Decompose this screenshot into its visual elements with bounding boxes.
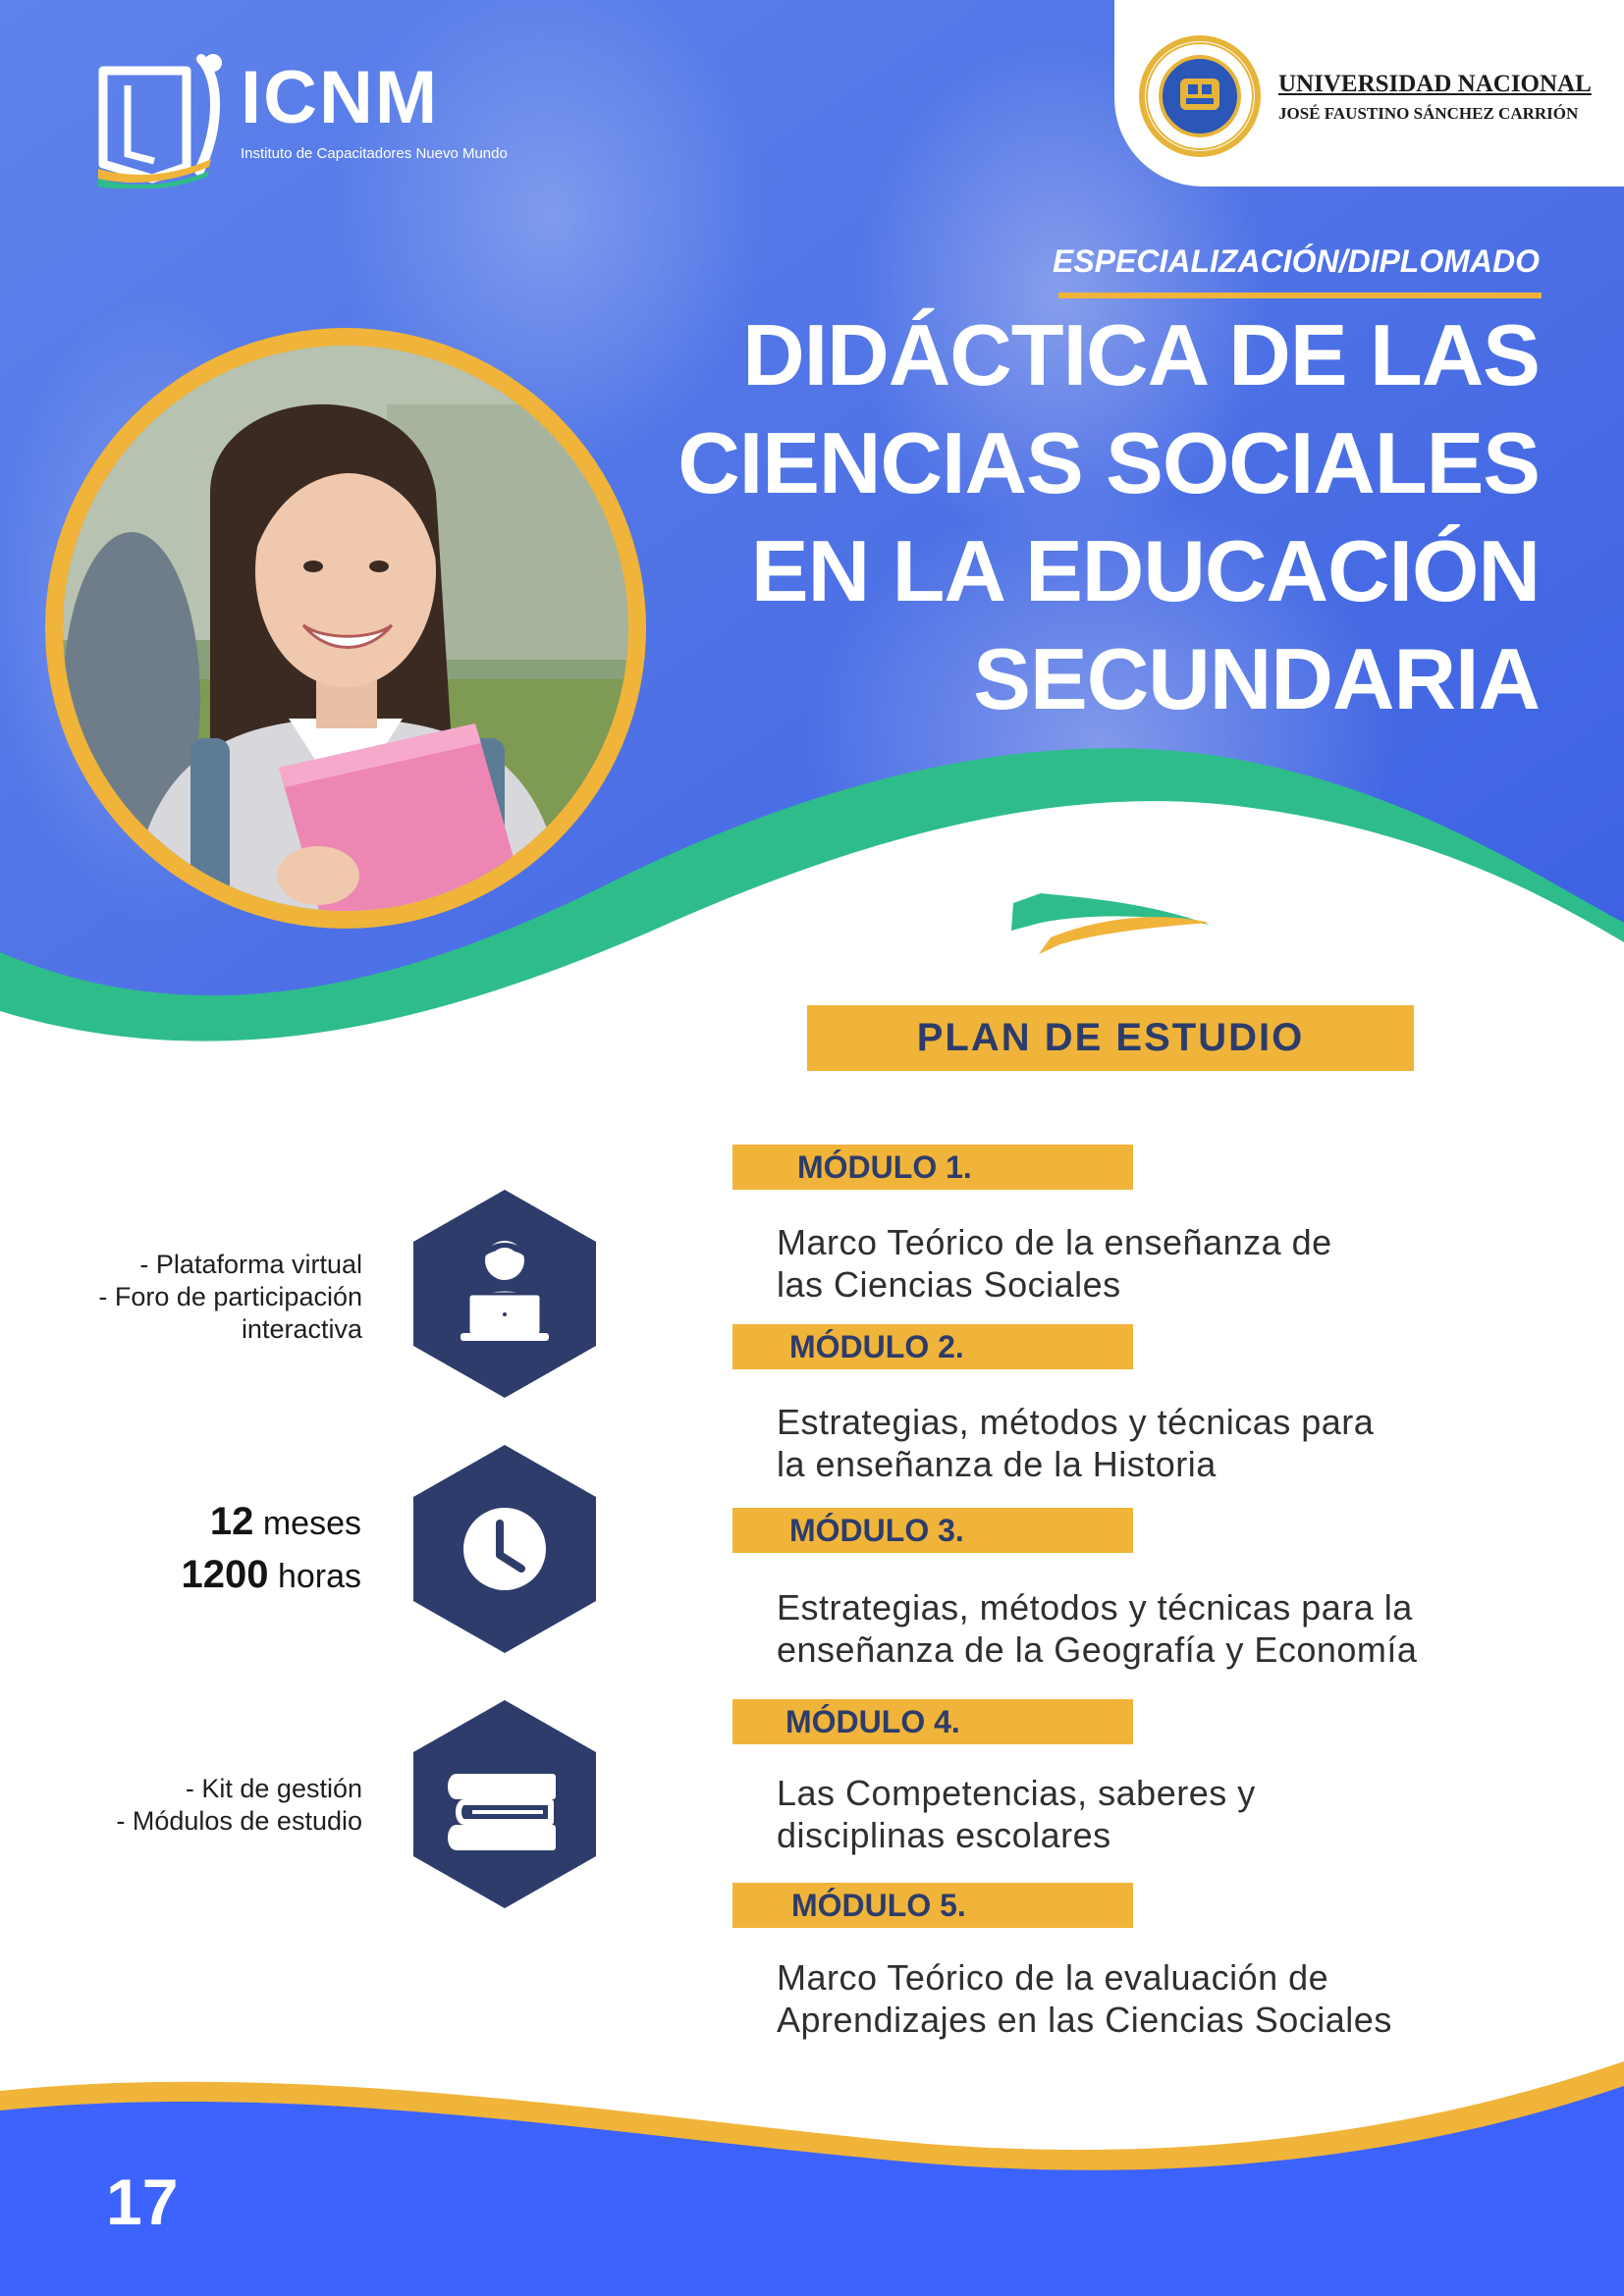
user-laptop-icon	[413, 1190, 596, 1398]
module-description-5	[777, 1956, 1392, 2041]
program-title-line: CIENCIAS SOCIALES	[677, 414, 1540, 511]
module-tag-1: MÓDULO 1.	[732, 1145, 1133, 1190]
module-description-2	[777, 1401, 1374, 1485]
module-description-3	[777, 1586, 1417, 1671]
module-description-4	[777, 1772, 1256, 1856]
feature-line: - Kit de gestión	[185, 1774, 362, 1803]
page-number: 17	[106, 2165, 179, 2238]
module-tag-4: MÓDULO 4.	[732, 1699, 1133, 1744]
brand-name: ICNM	[241, 56, 440, 139]
module-tag-3: MÓDULO 3.	[732, 1508, 1133, 1553]
module-line: enseñanza de la Geografía y Economía	[777, 1629, 1418, 1670]
university-name: UNIVERSIDAD NACIONAL	[1278, 71, 1592, 97]
module-line: Estrategias, métodos y técnicas para	[777, 1402, 1375, 1442]
university-subname: JOSÉ FAUSTINO SÁNCHEZ CARRIÓN	[1278, 104, 1579, 123]
program-title-line: EN LA EDUCACIÓN	[750, 522, 1540, 619]
books-icon	[413, 1700, 596, 1908]
kicker-underline	[1058, 293, 1542, 298]
program-title-line: DIDÁCTICA DE LAS	[742, 306, 1540, 403]
module-line: la enseñanza de la Historia	[777, 1444, 1217, 1484]
duration-months: 12 meses	[209, 1500, 361, 1543]
module-line: las Ciencias Sociales	[777, 1264, 1121, 1305]
module-line: Aprendizajes en las Ciencias Sociales	[777, 2000, 1392, 2040]
module-tag-5: MÓDULO 5.	[732, 1883, 1133, 1928]
feature-line: interactiva	[241, 1314, 362, 1344]
platform-features	[98, 1249, 362, 1346]
student-photo	[63, 346, 628, 911]
brand-subtitle: Instituto de Capacitadores Nuevo Mundo	[241, 145, 508, 162]
university-seal-icon	[1137, 33, 1263, 159]
program-kicker: ESPECIALIZACIÓN/DIPLOMADO	[1052, 243, 1540, 279]
duration-info	[182, 1496, 362, 1602]
module-description-1	[777, 1221, 1332, 1306]
clock-icon	[413, 1445, 596, 1653]
feature-line: - Módulos de estudio	[116, 1806, 362, 1836]
duration-hours: 1200 horas	[181, 1553, 361, 1596]
module-tag-2: MÓDULO 2.	[732, 1324, 1133, 1369]
feature-line: - Plataforma virtual	[139, 1250, 362, 1279]
module-line: Estrategias, métodos y técnicas para la	[777, 1587, 1413, 1628]
student-illustration	[63, 346, 628, 911]
module-line: Las Competencias, saberes y	[777, 1773, 1256, 1813]
plan-heading: PLAN DE ESTUDIO	[807, 1005, 1414, 1071]
materials-features	[116, 1773, 362, 1838]
module-line: disciplinas escolares	[777, 1815, 1111, 1855]
module-line: Marco Teórico de la evaluación de	[777, 1957, 1329, 1998]
module-line: Marco Teórico de la enseñanza de	[777, 1222, 1332, 1262]
feature-line: - Foro de participación	[98, 1282, 362, 1311]
program-title-line: SECUNDARIA	[973, 630, 1540, 727]
